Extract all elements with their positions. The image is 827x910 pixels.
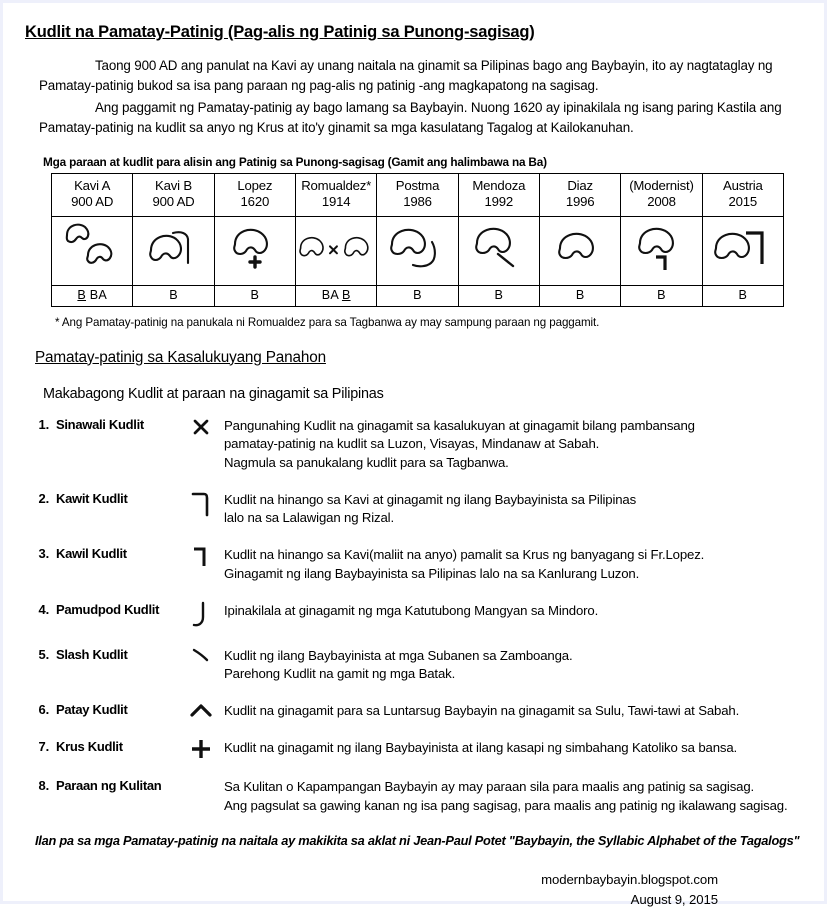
table-cell-reading: B (458, 285, 539, 306)
table-cell-reading: BA B (295, 285, 376, 306)
table-cell-reading: B (377, 285, 458, 306)
ba-plain-icon (540, 217, 620, 285)
publish-date: August 9, 2015 (630, 892, 718, 908)
table-cell-glyph (295, 216, 376, 285)
list-item (21, 701, 806, 721)
reading-underlined: B (341, 287, 351, 302)
reading-rest: BA (86, 287, 107, 302)
table-header-cell (52, 173, 133, 216)
list-item-number: 6. (38, 702, 49, 718)
table-cell-glyph (621, 216, 702, 285)
ba-bracket-icon (703, 217, 783, 285)
list-item-number: 1. (38, 416, 49, 432)
list-item (21, 490, 806, 528)
author-year: 1996 (565, 194, 595, 209)
page-title: Kudlit na Pamatay-Patinig (Pag-alis ng Patinig sa Punong-sagisag) (25, 23, 535, 41)
list-item-name: Sinawali Kudlit (56, 416, 144, 432)
ba-kawit-icon (133, 217, 213, 285)
list-item-name: Kawil Kudlit (56, 546, 127, 562)
desc-line: Parehong Kudlit na gamit ng mga Batak. (224, 666, 456, 682)
table-header-cell (458, 173, 539, 216)
table-cell-reading: B (621, 285, 702, 306)
x-mark-icon (178, 416, 224, 438)
list-item-number: 3. (38, 546, 49, 562)
subsection-heading: Makabagong Kudlit at paraan na ginagamit sa Pilipinas (43, 385, 384, 402)
list-item-name: Pamudpod Kudlit (56, 601, 160, 617)
list-item-description (224, 777, 806, 815)
blog-url: modernbaybayin.blogspot.com (541, 871, 718, 887)
table-cell-reading: B (133, 285, 214, 306)
kudlit-list (21, 416, 806, 816)
table-cell-glyph (133, 216, 214, 285)
slash-icon (178, 646, 224, 666)
author-name: Diaz (567, 177, 593, 193)
table-cell-reading: B (539, 285, 620, 306)
ba-slash-icon (459, 217, 539, 285)
desc-line: Nagmula sa panukalang kudlit para sa Tagbanwa. (224, 454, 509, 470)
table-header-cell (295, 173, 376, 216)
desc-line: Kudlit na hinango sa Kavi(maliit na anyo) pamalit sa Krus ng banyagang si Fr.Lopez. (224, 547, 705, 563)
table-reading-row (52, 285, 784, 306)
author-name: Austria (722, 177, 763, 193)
desc-line: Kudlit ng ilang Baybayinista at mga Subanen sa Zamboanga. (224, 647, 573, 663)
list-item-number: 7. (38, 739, 49, 755)
table-caption: Mga paraan at kudlit para alisin ang Patinig sa Punong-sagisag (Gamit ang halimbawa na Ba) (43, 154, 547, 169)
list-item-description (224, 416, 806, 473)
reading-underlined: B (77, 287, 87, 302)
table-header-row (52, 173, 784, 216)
table-cell-glyph (52, 216, 133, 285)
list-item-name: Paraan ng Kulitan (56, 778, 162, 794)
footer-note: Ilan pa sa mga Pamatay-patinig na naitala ay makikita sa aklat ni Jean-Paul Potet "Baybayin, the Syllabic Alphabet of the Tagalogs" (35, 832, 800, 848)
desc-line: Kudlit na hinango sa Kavi at ginagamit ng ilang Baybayinista sa Pilipinas (224, 491, 637, 507)
table-cell-reading: B (702, 285, 783, 306)
table-header-cell (539, 173, 620, 216)
list-item (21, 738, 806, 760)
list-item-name: Slash Kudlit (56, 646, 128, 662)
author-year: 2008 (647, 194, 676, 209)
table-glyph-row (52, 216, 784, 285)
author-name: (Modernist) (629, 177, 694, 193)
table-cell-glyph (702, 216, 783, 285)
list-item-number: 8. (38, 778, 49, 794)
pamudpod-icon (178, 601, 224, 629)
author-year: 2015 (728, 194, 758, 209)
list-item-name: Kawit Kudlit (56, 490, 128, 506)
section-heading: Pamatay-patinig sa Kasalukuyang Panahon (35, 348, 326, 366)
list-item-name: Krus Kudlit (56, 739, 123, 755)
stacked-ba-icon (52, 217, 132, 285)
author-year: 900 AD (152, 194, 195, 209)
desc-line: Kudlit na ginagamit ng ilang Baybayinista at ilang kasapi ng simbahang Katoliko sa bansa. (224, 740, 738, 756)
table-cell-glyph (458, 216, 539, 285)
list-item-description (224, 545, 806, 583)
table-cell-glyph (377, 216, 458, 285)
desc-line: lalo na sa Lalawigan ng Rizal. (224, 510, 394, 526)
author-name: Romualdez* (301, 177, 372, 193)
desc-line: Ipinakilala at ginagamit ng mga Katutubong Mangyan sa Mindoro. (224, 602, 599, 618)
plus-cross-icon (178, 738, 224, 760)
list-item-number: 2. (38, 490, 49, 506)
author-name: Kavi B (155, 177, 192, 193)
list-item-number: 4. (38, 601, 49, 617)
caret-up-icon (178, 701, 224, 721)
kawit-hook-icon (178, 490, 224, 518)
list-item (21, 416, 806, 473)
desc-line: Kudlit na ginagamit para sa Luntarsug Baybayin na ginagamit sa Sulu, Tawi-tawi at Sabah. (224, 703, 740, 719)
author-name: Mendoza (472, 177, 526, 193)
list-item-name: Patay Kudlit (56, 702, 128, 718)
author-year: 1992 (484, 194, 514, 209)
list-item (21, 545, 806, 583)
kudlit-comparison-table (51, 173, 784, 307)
table-cell-glyph (539, 216, 620, 285)
list-item-description (224, 490, 806, 528)
list-item-description (224, 701, 806, 721)
ba-x-ba-icon (296, 217, 376, 285)
desc-line: Sa Kulitan o Kapampangan Baybayin ay may paraan sila para maalis ang patinig sa sagisag. (224, 779, 755, 795)
table-header-cell (621, 173, 702, 216)
intro-paragraph-2: Ang paggamit ng Pamatay-patinig ay bago lamang sa Baybayin. Nuong 1620 ay ipinakilala ng isang paring Kastila ang Pamatay-patinig na kudlit sa anyo ng Krus at ito'y ginamit sa mga kasulatang Tagalog at Kailokanuhan. (39, 99, 782, 136)
ba-krus-icon (215, 217, 295, 285)
intro-paragraphs (39, 56, 796, 139)
desc-line: Ang pagsulat sa gawing kanan ng isa pang sagisag, para maalis ang patinig ng ikalawang sagisag. (224, 797, 788, 813)
list-item (21, 777, 806, 815)
list-item (21, 646, 806, 684)
author-name: Postma (395, 177, 440, 193)
desc-line: pamatay-patinig na kudlit sa Luzon, Visayas, Mindanaw at Sabah. (224, 436, 600, 452)
list-item-description (224, 646, 806, 684)
table-header-cell (702, 173, 783, 216)
table-header-cell (214, 173, 295, 216)
table-header-cell (133, 173, 214, 216)
list-item-number: 5. (38, 646, 49, 662)
desc-line: Ginagamit ng ilang Baybayinista sa Pilipinas lalo na sa Kanlurang Luzon. (224, 565, 640, 581)
table-cell-glyph (214, 216, 295, 285)
author-year: 1914 (321, 194, 351, 209)
list-item-description (224, 738, 806, 758)
desc-line: Pangunahing Kudlit na ginagamit sa kasalukuyan at ginagamit bilang pambansang (224, 417, 695, 433)
list-item-description (224, 601, 806, 621)
kawil-icon (178, 545, 224, 569)
intro-paragraph-1: Taong 900 AD ang panulat na Kavi ay unang naitala na ginamit sa Pilipinas bago ang Baybayin, ito ay nagtataglay ng Pamatay-patinig bukod sa isa pang paraan ng pag-alis ng patinig -ang magkapatong na sagisag. (39, 58, 773, 94)
ba-pamudpod-icon (377, 217, 457, 285)
table-cell-reading: B (214, 285, 295, 306)
table-footnote: * Ang Pamatay-patinig na panukala ni Romualdez para sa Tagbanwa ay may sampung paraan ng paggamit. (55, 315, 600, 329)
table-header-cell (377, 173, 458, 216)
author-name: Lopez (237, 177, 273, 193)
author-name: Kavi A (74, 177, 111, 193)
author-year: 1986 (403, 194, 432, 209)
ba-kawil-icon (621, 217, 701, 285)
table-cell-reading (52, 285, 133, 306)
author-year: 900 AD (71, 194, 114, 209)
author-year: 1620 (240, 194, 270, 209)
no-symbol-placeholder (178, 777, 224, 797)
list-item (21, 601, 806, 629)
